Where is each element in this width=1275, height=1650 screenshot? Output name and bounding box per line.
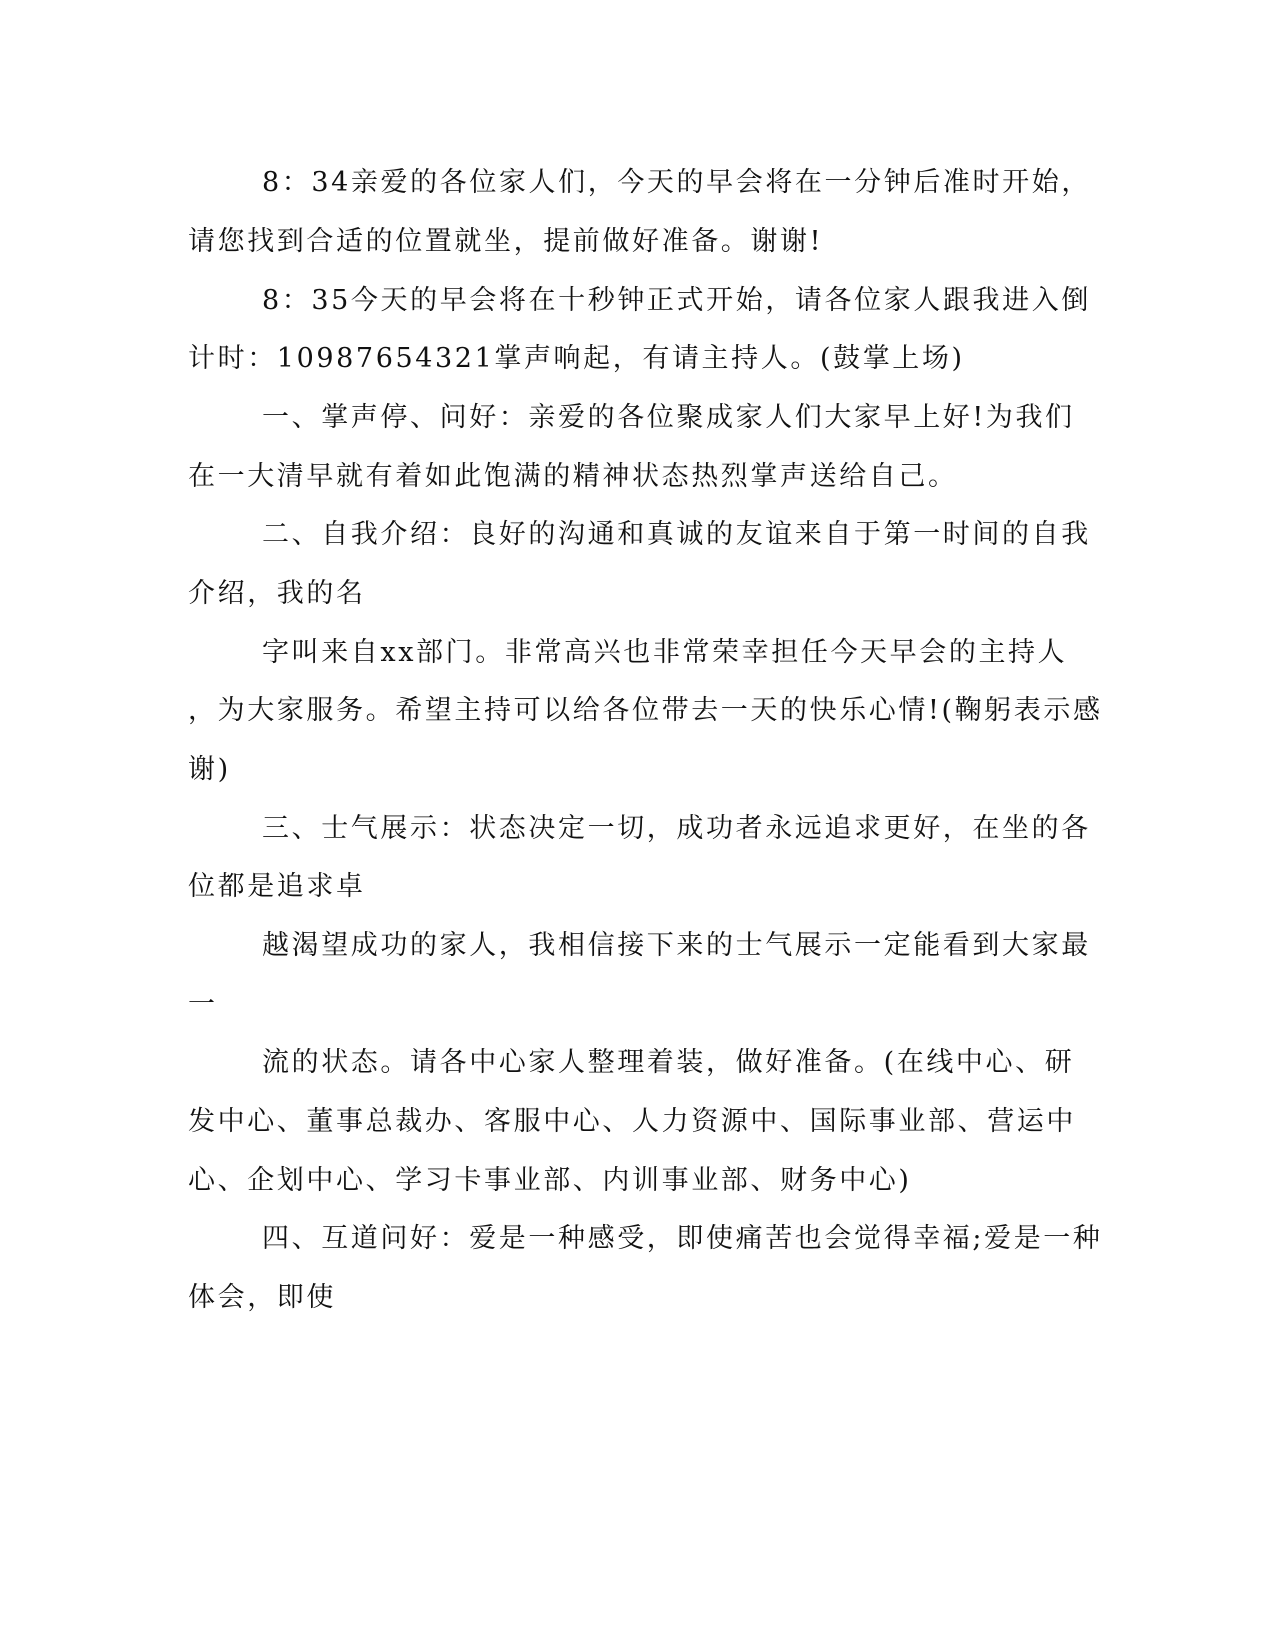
text-line: 越渴望成功的家人，我相信接下来的士气展示一定能看到大家最 [262, 930, 1091, 961]
text-line: 四、互道问好：爱是一种感受，即使痛苦也会觉得幸福;爱是一种 [262, 1223, 1103, 1254]
text-line: 计时：10987654321掌声响起，有请主持人。(鼓掌上场) [188, 343, 965, 374]
text-line: 8：34亲爱的各位家人们，今天的早会将在一分钟后准时开始， [262, 167, 1091, 198]
text-line: 请您找到合适的位置就坐，提前做好准备。谢谢! [188, 226, 824, 257]
text-line: 心、企划中心、学习卡事业部、内训事业部、财务中心) [188, 1165, 912, 1196]
text-line: 二、自我介绍：良好的沟通和真诚的友谊来自于第一时间的自我 [262, 519, 1091, 550]
text-line: 一、掌声停、问好：亲爱的各位聚成家人们大家早上好!为我们 [262, 402, 1075, 433]
text-line: 体会，即使 [188, 1282, 336, 1313]
text-line: 流的状态。请各中心家人整理着装，做好准备。(在线中心、研 [262, 1047, 1075, 1078]
text-line: 在一大清早就有着如此饱满的精神状态热烈掌声送给自己。 [188, 461, 958, 492]
text-line: 介绍，我的名 [188, 578, 366, 609]
text-line: 一 [188, 989, 218, 1020]
text-line: 字叫来自xx部门。非常高兴也非常荣幸担任今天早会的主持人 [262, 637, 1068, 668]
text-line: 谢) [188, 754, 231, 785]
text-line: 位都是追求卓 [188, 871, 366, 902]
text-line: ，为大家服务。希望主持可以给各位带去一天的快乐心情!(鞠躬表示感 [188, 695, 1103, 726]
text-line: 三、士气展示：状态决定一切，成功者永远追求更好，在坐的各 [262, 813, 1091, 844]
text-line: 发中心、董事总裁办、客服中心、人力资源中、国际事业部、营运中 [188, 1106, 1076, 1137]
text-line: 8：35今天的早会将在十秒钟正式开始，请各位家人跟我进入倒 [262, 285, 1091, 316]
